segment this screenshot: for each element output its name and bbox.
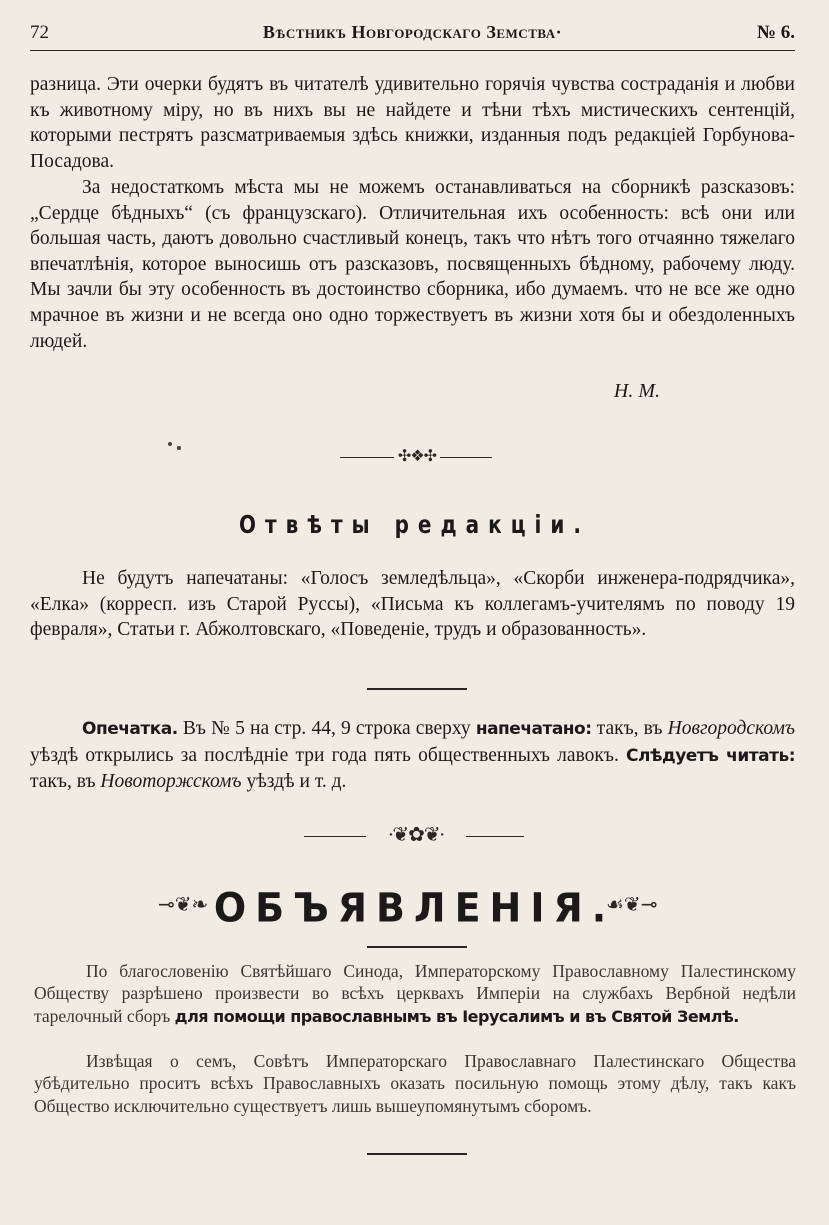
issue-number: № 6.	[756, 22, 795, 43]
section-divider	[367, 688, 467, 690]
review-paragraph-1: разница. Эти очерки будятъ въ читателѣ удивительно горячія чувства состраданія и любви къ животному міру, но въ нихъ вы не найдете и тѣни тѣхъ мистическихъ сентенцій, которыми пестрятъ разсматриваемыя здѣсь книжки, изданныя подъ редакціей Горбунова-Посадова.	[30, 74, 795, 172]
announcement-paragraph-2: Извѣщая о семъ, Совѣтъ Императорскаго Православнаго Палестинскаго Общества убѣдительно проситъ всѣхъ Православныхъ оказать посильную помощь этому дѣлу, такъ какъ Общество исключительно существуетъ лишь вышеупомянутымъ сборомъ.	[34, 1051, 796, 1116]
ornament-line-right	[466, 836, 524, 837]
ink-speck	[177, 446, 181, 450]
flourish-left-icon: ⊸❦❧	[158, 894, 209, 916]
section-divider	[367, 946, 467, 948]
section-divider	[367, 1153, 467, 1155]
review-signature: Н. М.	[613, 380, 660, 402]
correct-word: Новоторжскомъ	[100, 771, 242, 793]
announcement-emphasis: для помощи православнымъ въ Іерусалимъ и въ Святой Землѣ.	[174, 1006, 739, 1026]
answers-text: Не будутъ напечатаны: «Голосъ земледѣльца», «Скорби инженера-подрядчика», «Елка» (корресп. изъ Старой Руссы), «Письма къ коллегамъ-учителямъ по поводу 19 февраля», Статьи г. Абжолтовскаго, «Поведеніе, трудъ и образованность».	[30, 568, 795, 641]
read-label: Слѣдуетъ читать:	[626, 745, 795, 766]
page-number: 72	[30, 22, 49, 43]
ornament-line-left	[340, 457, 394, 458]
ornament-icon: ✣❖✣	[397, 448, 437, 465]
page-header	[30, 20, 795, 51]
answers-title: Отвѣты редакціи.	[238, 509, 590, 539]
announcement-paragraph-1: По благословенію Святѣйшаго Синода, Императорскому Православному Палестинскому Обществу разрѣшено произвести во всѣхъ церквахъ Имперіи на службахъ Вербной недѣли тарелочный сборъ для помощи православнымъ въ Іерусалимъ и въ Святой Землѣ.	[34, 961, 796, 1026]
erratum-paragraph: Опечатка. Въ № 5 на стр. 44, 9 строка сверху напечатано: такъ, въ Новгородскомъ уѣздѣ открылись за послѣдніе три года пять общественныхъ лавокъ. Слѣдуетъ читать: такъ, въ Новоторжскомъ уѣздѣ и т. д.	[30, 718, 796, 793]
printed-label: напечатано:	[475, 719, 592, 739]
ornament-line-left	[304, 836, 366, 837]
announcements-title: ОБЪЯВЛЕНІЯ.	[213, 884, 616, 932]
wrong-word: Новгородскомъ	[667, 718, 796, 739]
erratum-label: Опечатка.	[82, 719, 178, 739]
journal-title: Вѣстникъ Новгородскаго Земства·	[262, 22, 563, 42]
ornament-line-right	[440, 457, 492, 458]
ink-speck	[168, 442, 172, 446]
flourish-right-icon: ☙❦⊸	[606, 894, 658, 916]
review-paragraph-2: За недостаткомъ мѣста мы не можемъ останавливаться на сборникѣ разсказовъ: „Сердце бѣдныхъ“ (съ французскаго). Отличительная ихъ особенность: всѣ они или большая часть, даютъ довольно счастливый конецъ, такъ что нѣтъ того отчаянно тяжелаго впечатлѣнія, которое выносишь отъ разсказовъ, посвященныхъ бѣдному, рабочему люду. Мы зачли бы эту особенность въ достоинство сборника, ибо думаемъ. что не все же одно мрачное въ жизни и не всегда оно одно торжествуетъ въ жизни хотя бы и обездоленныхъ людей.	[30, 177, 795, 352]
flourish-icon: ∙❦✿❦∙	[388, 824, 444, 846]
